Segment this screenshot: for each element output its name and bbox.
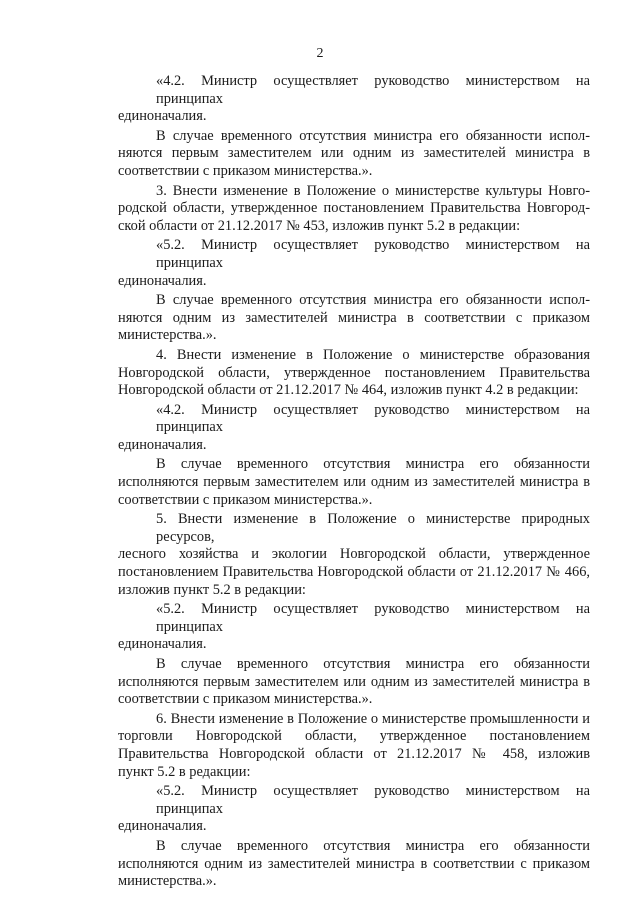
text-line: Правительства Новгородской области от 21.12.2017 № 458, изложив [118, 745, 590, 762]
text-line: исполняются первым заместителем или одним из заместителей министра в [118, 474, 590, 491]
text-line: министерства.». [118, 327, 217, 344]
text-line: соответствии с приказом министерства.». [118, 162, 373, 179]
text-line: В случае временного отсутствия министра его обязанности испол- [156, 127, 590, 144]
text-line: 5. Внести изменение в Положение о министерстве природных ресурсов, [156, 511, 590, 545]
text-line: единоначалия. [118, 436, 207, 453]
paragraph [118, 347, 590, 400]
paragraph [118, 511, 590, 599]
text-line: «5.2. Министр осуществляет руководство министерством на принципах [156, 601, 590, 635]
paragraph [118, 183, 590, 236]
paragraph [118, 237, 590, 290]
paragraph [118, 402, 590, 455]
paragraph [118, 783, 590, 836]
paragraph [118, 838, 590, 891]
text-line: пункт 5.2 в редакции: [118, 763, 251, 780]
text-line: Новгородской области, утвержденное постановлением Правительства [118, 364, 590, 381]
text-line: «5.2. Министр осуществляет руководство министерством на принципах [156, 237, 590, 271]
text-line: 3. Внести изменение в Положение о министерстве культуры Новго- [156, 182, 590, 199]
text-line: постановлением Правительства Новгородской области от 21.12.2017 № 466, [118, 564, 590, 581]
text-line: единоначалия. [118, 272, 207, 289]
text-line: В случае временного отсутствия министра его обязанности испол- [156, 292, 590, 309]
text-line: ской области от 21.12.2017 № 453, изложив пункт 5.2 в редакции: [118, 217, 521, 234]
page-number: 2 [316, 46, 324, 61]
text-line: лесного хозяйства и экологии Новгородской области, утвержденное [118, 546, 590, 563]
paragraph [118, 601, 590, 654]
paragraph [118, 656, 590, 709]
text-line: торговли Новгородской области, утвержденное постановлением [118, 728, 590, 745]
text-line: соответствии с приказом министерства.». [118, 491, 373, 508]
text-line: исполняются первым заместителем или одним из заместителей министра в [118, 673, 590, 690]
paragraph [118, 73, 590, 126]
paragraph [118, 711, 590, 781]
text-line: В случае временного отсутствия министра его обязанности [156, 837, 590, 854]
text-line: «4.2. Министр осуществляет руководство министерством на принципах [156, 401, 590, 436]
text-line: единоначалия. [118, 818, 207, 835]
text-line: 4. Внести изменение в Положение о министерстве образования [156, 346, 590, 363]
text-line: В случае временного отсутствия министра его обязанности [156, 656, 590, 672]
text-line: исполняются одним из заместителей министра в соответствии с приказом [118, 855, 590, 872]
text-line: родской области, утвержденное постановлением Правительства Новгород- [118, 200, 590, 217]
text-line: соответствии с приказом министерства.». [118, 691, 373, 708]
text-line: няются одним из заместителей министра в соответствии с приказом [118, 309, 590, 326]
document-body [118, 73, 590, 893]
text-line: Новгородской области от 21.12.2017 № 464, изложив пункт 4.2 в редакции: [118, 382, 579, 399]
text-line: министерства.». [118, 873, 217, 890]
text-line: «4.2. Министр осуществляет руководство министерством на принципах [156, 73, 590, 107]
text-line: няются первым заместителем или одним из заместителей министра в [118, 145, 590, 162]
text-line: В случае временного отсутствия министра его обязанности [156, 456, 590, 473]
text-line: 6. Внести изменение в Положение о министерстве промышленности и [156, 710, 590, 727]
paragraph [118, 292, 590, 345]
paragraph [118, 456, 590, 509]
text-line: единоначалия. [118, 108, 207, 125]
text-line: единоначалия. [118, 636, 207, 653]
text-line: изложив пункт 5.2 в редакции: [118, 581, 306, 598]
paragraph [118, 128, 590, 181]
text-line: «5.2. Министр осуществляет руководство министерством на принципах [156, 783, 590, 817]
